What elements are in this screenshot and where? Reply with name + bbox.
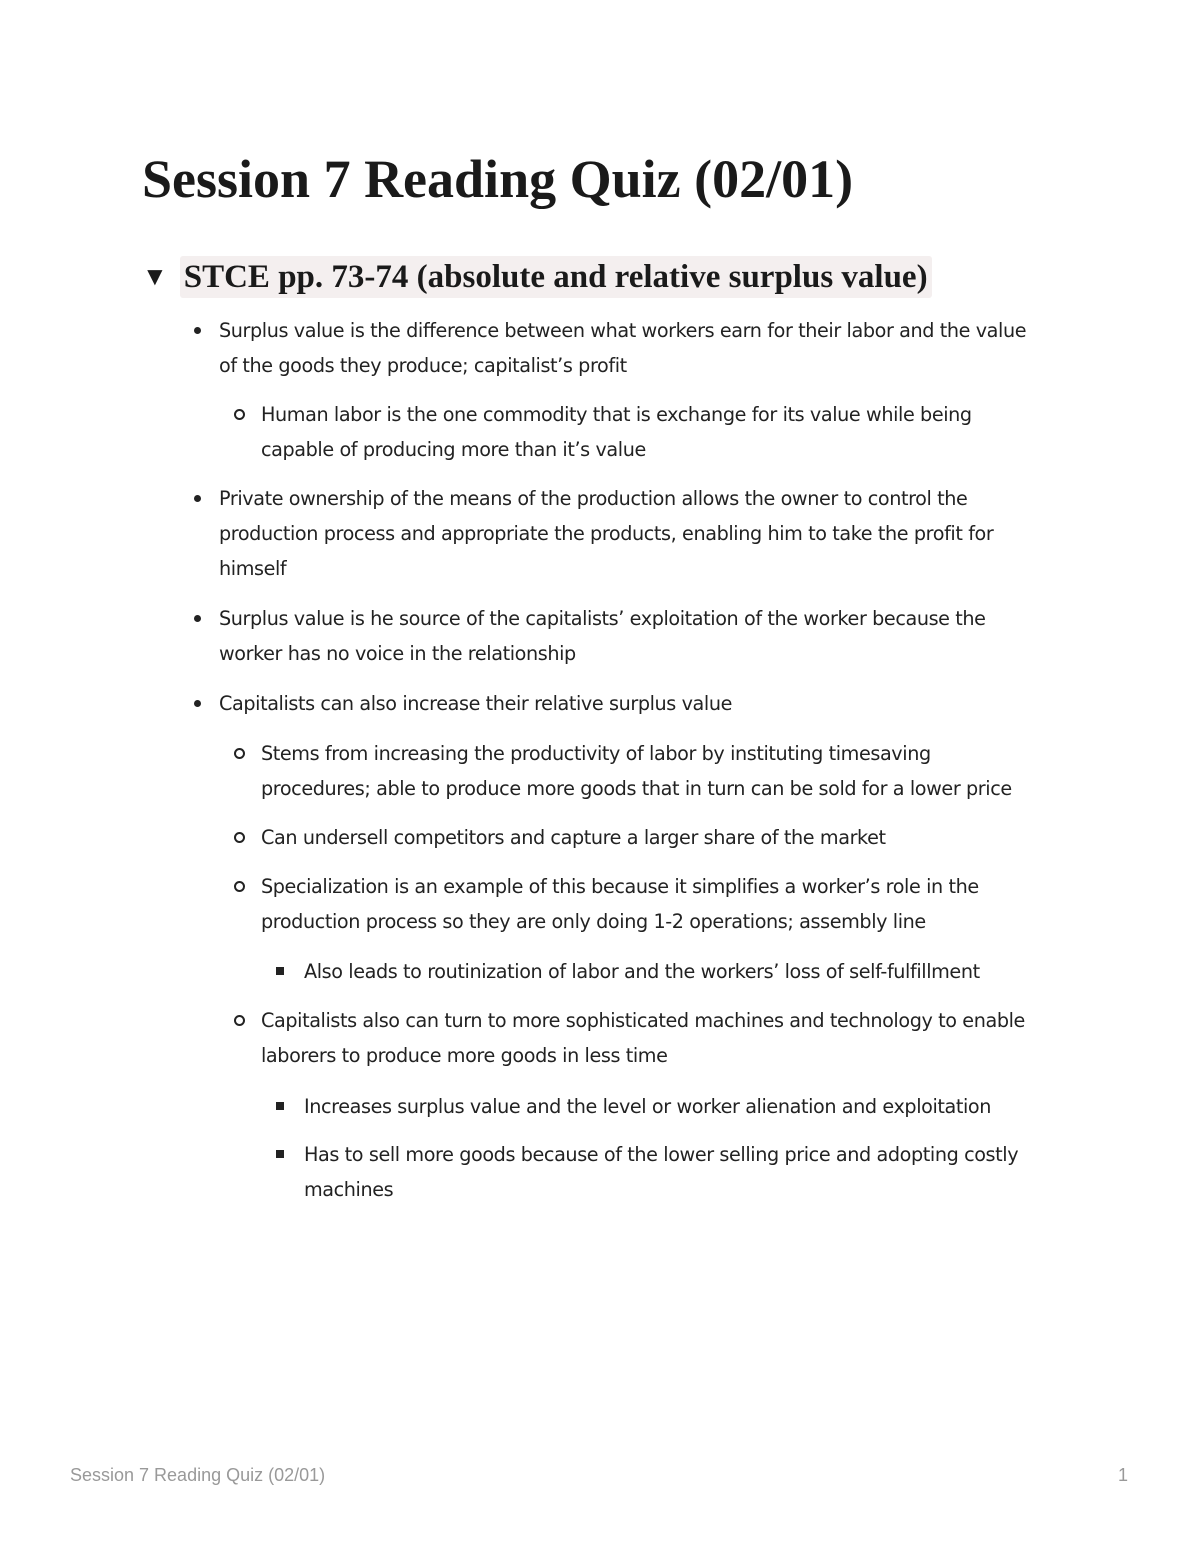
item-line: production process so they are only doing 1-2 operations; assembly line (261, 910, 926, 933)
list-item (219, 686, 732, 721)
item-line: worker has no voice in the relationship (219, 642, 576, 665)
item-line: Human labor is the one commodity that is exchange for its value while being (261, 403, 972, 426)
list-item (219, 601, 986, 671)
hollow-bullet-icon (234, 832, 245, 843)
list-item (261, 1003, 1025, 1073)
item-line: Private ownership of the means of the production allows the owner to control the (219, 487, 968, 510)
item-line: Capitalists also can turn to more sophisticated machines and technology to enable (261, 1009, 1025, 1032)
item-line: Increases surplus value and the level or worker alienation and exploitation (304, 1095, 992, 1118)
item-line: Stems from increasing the productivity of labor by instituting timesaving (261, 742, 931, 765)
item-line: himself (219, 557, 287, 580)
page-title: Session 7 Reading Quiz (02/01) (142, 149, 854, 209)
list-item (304, 954, 980, 989)
item-line: Surplus value is he source of the capitalists’ exploitation of the worker because the (219, 607, 986, 630)
list-item (261, 736, 1012, 806)
list-item (304, 1089, 991, 1124)
item-line: production process and appropriate the products, enabling him to take the profit for (219, 522, 994, 545)
list-item (219, 481, 993, 586)
list-item (261, 869, 979, 939)
filled-bullet-icon (194, 327, 201, 334)
filled-bullet-icon (194, 700, 201, 707)
item-line: of the goods they produce; capitalist’s profit (219, 354, 627, 377)
item-line: Has to sell more goods because of the lower selling price and adopting costly (304, 1143, 1019, 1166)
item-line: Surplus value is the difference between what workers earn for their labor and the value (219, 319, 1027, 342)
hollow-bullet-icon (234, 409, 245, 420)
footer-page-number: 1 (1117, 1465, 1128, 1485)
square-bullet-icon (276, 1150, 284, 1158)
toggle-heading[interactable] (142, 256, 932, 298)
hollow-bullet-icon (234, 1015, 245, 1026)
list-item (261, 397, 972, 467)
hollow-bullet-icon (234, 748, 245, 759)
list-item (261, 820, 886, 855)
triangle-down-icon[interactable]: ▼ (142, 262, 168, 291)
item-line: machines (304, 1178, 394, 1201)
item-line: capable of producing more than it’s value (261, 438, 646, 461)
list-item (304, 1137, 1018, 1207)
square-bullet-icon (276, 1102, 284, 1110)
hollow-bullet-icon (234, 881, 245, 892)
item-line: Specialization is an example of this because it simplifies a worker’s role in the (261, 875, 979, 898)
filled-bullet-icon (194, 615, 201, 622)
item-line: procedures; able to produce more goods that in turn can be sold for a lower price (261, 777, 1012, 800)
item-line: Capitalists can also increase their relative surplus value (219, 692, 732, 715)
list-item (219, 313, 1026, 383)
footer-title: Session 7 Reading Quiz (02/01) (70, 1465, 326, 1485)
item-line: Can undersell competitors and capture a larger share of the market (261, 826, 886, 849)
square-bullet-icon (276, 967, 284, 975)
item-line: laborers to produce more goods in less time (261, 1044, 668, 1067)
section-heading: STCE pp. 73-74 (absolute and relative surplus value) (180, 256, 932, 298)
filled-bullet-icon (194, 495, 201, 502)
item-line: Also leads to routinization of labor and the workers’ loss of self-fulfillment (304, 960, 980, 983)
